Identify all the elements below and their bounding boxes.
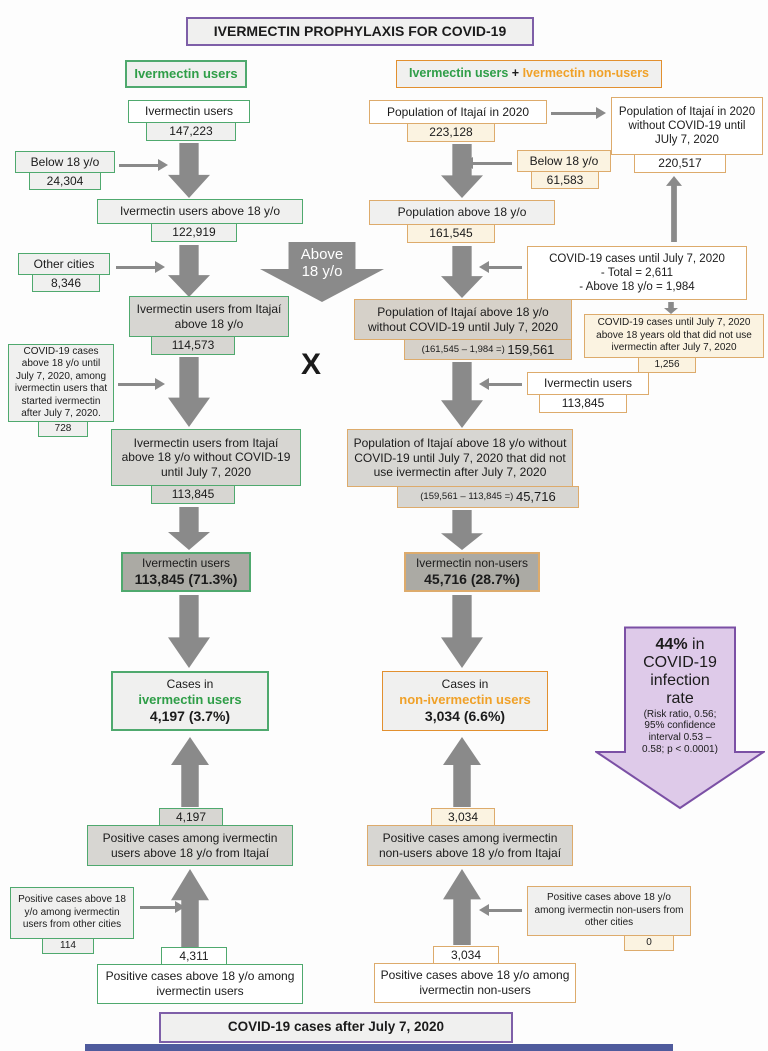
users-from-itajai-value: 114,573 [151, 336, 235, 355]
above-18-line1: Above [300, 246, 344, 263]
non-users-final-box [404, 552, 540, 592]
final-users-label: Ivermectin users [141, 556, 231, 571]
right-arrow [119, 164, 159, 167]
down-arrow [168, 507, 210, 550]
positive-other-cities-non-users-value: 0 [624, 935, 674, 951]
result-detail3: interval 0.53 – [648, 732, 712, 744]
cases-line2: ivermectin users [138, 691, 242, 707]
positive-other-cities-users-value: 114 [42, 938, 94, 954]
population-itajai-value: 223,128 [407, 123, 495, 142]
calc-text: (159,561 – 113,845 =) [420, 491, 516, 503]
left-arrow [472, 162, 512, 165]
below-18-value-left: 24,304 [29, 172, 101, 190]
covid-cases-line2: - Total = 2,611 [600, 266, 674, 279]
result-detail2: 95% confidence [644, 720, 716, 732]
population-above-18-value: 161,545 [407, 224, 495, 243]
ivermectin-users-box: Ivermectin users [128, 100, 250, 123]
positive-itajai-non-users-box: Positive cases among ivermectin non-users above 18 y/o from Itajaí [367, 825, 573, 866]
right-arrow [551, 112, 597, 115]
population-above-18-box: Population above 18 y/o [369, 200, 555, 225]
final-users-value: 113,845 (71.3%) [134, 570, 238, 587]
calc-text: (161,545 – 1,984 =) [421, 343, 508, 355]
started-after-box: COVID-19 cases above 18 y/o until July 7, 2020, among ivermectin users that started ivermectin after July 7, 2020. [8, 344, 114, 422]
positive-other-cities-users-box: Positive cases above 18 y/o among ivermectin users from other cities [10, 887, 134, 939]
thin-up-arrow [666, 176, 682, 242]
positive-itajai-users-value: 4,197 [159, 808, 223, 826]
cases-line1: Cases in [166, 677, 214, 692]
bottom-bar [85, 1044, 673, 1051]
down-arrow [168, 357, 210, 427]
positive-other-cities-non-users-box: Positive cases above 18 y/o among ivermectin non-users from other cities [527, 886, 691, 936]
population-itajai-box: Population of Itajaí in 2020 [369, 100, 547, 124]
calc-value: 159,561 [507, 341, 555, 357]
started-after-value: 728 [38, 421, 88, 437]
final-non-users-value: 45,716 (28.7%) [424, 570, 520, 587]
users-above-18-value: 122,919 [151, 223, 237, 242]
positive-all-users-value: 4,311 [161, 947, 227, 965]
covid-cases-line1: COVID-19 cases until July 7, 2020 [549, 252, 725, 265]
covid-no-ivermectin-box: COVID-19 cases until July 7, 2020 above 18 years old that did not use ivermectin after July 7, 2020 [584, 314, 764, 358]
right-column-header [396, 60, 662, 88]
cases-value: 3,034 (6.6%) [424, 707, 506, 724]
up-arrow [443, 869, 481, 945]
right-arrow [140, 906, 176, 909]
pop-non-users-value [397, 486, 579, 508]
down-arrow [168, 595, 210, 668]
pop-no-covid-18-value [404, 339, 572, 360]
result-pct-rest: in [687, 636, 705, 653]
population-no-covid-value: 220,517 [634, 154, 726, 173]
ivermectin-users-final-box [121, 552, 251, 592]
ivermectin-users-value: 147,223 [146, 122, 236, 141]
users-no-covid-value: 113,845 [151, 485, 235, 504]
covid-cases-line3: - Above 18 y/o = 1,984 [579, 281, 695, 293]
right-header-plus: + [508, 66, 523, 81]
result-detail [597, 709, 763, 756]
multiplication-x: X [300, 348, 321, 381]
result-line1 [597, 636, 763, 654]
small-down-arrow [664, 302, 678, 314]
down-arrow [441, 144, 483, 198]
cases-line1: Cases in [441, 677, 489, 692]
below-18-value-right: 61,583 [531, 171, 599, 189]
covid-no-ivermectin-value: 1,256 [638, 357, 696, 373]
left-arrow [488, 909, 522, 912]
users-from-itajai-box: Ivermectin users from Itajaí above 18 y/o [129, 296, 289, 337]
final-non-users-label: Ivermectin non-users [415, 556, 529, 571]
other-cities-box: Other cities [18, 253, 110, 275]
positive-itajai-users-box: Positive cases among ivermectin users above 18 y/o from Itajaí [87, 825, 293, 866]
positive-itajai-non-users-value: 3,034 [431, 808, 495, 826]
right-arrow [118, 383, 156, 386]
right-arrow [116, 266, 156, 269]
down-arrow [441, 595, 483, 668]
left-arrow [488, 266, 522, 269]
up-arrow [171, 737, 209, 807]
ivermectin-users-side-value: 113,845 [539, 394, 627, 413]
result-pct: 44% [655, 636, 688, 653]
positive-all-non-users-value: 3,034 [433, 946, 499, 964]
result-arrow-text [597, 636, 763, 756]
left-column-header: Ivermectin users [125, 60, 247, 88]
other-cities-value: 8,346 [32, 274, 100, 292]
right-header-users: Ivermectin users [408, 66, 509, 81]
below-18-box-left: Below 18 y/o [15, 151, 115, 173]
result-detail4: 0.58; p < 0.0001) [642, 744, 718, 756]
result-line2: COVID-19 [643, 653, 717, 671]
users-no-covid-box: Ivermectin users from Itajaí above 18 y/o without COVID-19 until July 7, 2020 [111, 429, 301, 486]
above-18-line2: 18 y/o [301, 263, 343, 281]
up-arrow [443, 737, 481, 807]
down-arrow [168, 143, 210, 198]
ivermectin-users-side-box: Ivermectin users [527, 372, 649, 395]
pop-non-users-box: Population of Itajaí above 18 y/o without COVID-19 until July 7, 2020 that did not use ivermectin after July 7, 2020 [347, 429, 573, 487]
positive-all-users-box: Positive cases above 18 y/o among ivermectin users [97, 964, 303, 1004]
footer-title: COVID-19 cases after July 7, 2020 [159, 1012, 513, 1043]
positive-all-non-users-box: Positive cases above 18 y/o among ivermectin non-users [374, 963, 576, 1003]
users-above-18-box: Ivermectin users above 18 y/o [97, 199, 303, 224]
down-arrow [168, 245, 210, 297]
cases-non-users-box [382, 671, 548, 731]
down-arrow [441, 246, 483, 298]
down-arrow [441, 510, 483, 550]
covid-cases-until-july-box [527, 246, 747, 300]
above-18-arrow-label [260, 246, 384, 281]
right-header-nonusers: Ivermectin non-users [522, 66, 650, 81]
result-detail1: (Risk ratio, 0.56; [643, 708, 717, 720]
diagram-title: IVERMECTIN PROPHYLAXIS FOR COVID-19 [186, 17, 534, 46]
below-18-box-right: Below 18 y/o [517, 150, 611, 172]
down-arrow [441, 362, 483, 428]
cases-value: 4,197 (3.7%) [149, 707, 231, 724]
population-no-covid-box: Population of Itajaí in 2020 without COVID-19 until JUly 7, 2020 [611, 97, 763, 155]
calc-value: 45,716 [515, 489, 556, 505]
pop-no-covid-18-box: Population of Itajaí above 18 y/o without COVID-19 until July 7, 2020 [354, 299, 572, 340]
left-arrow [488, 383, 522, 386]
result-line3: infection [650, 671, 710, 689]
result-line4: rate [666, 689, 694, 707]
cases-line2: non-ivermectin users [399, 691, 531, 707]
cases-ivermectin-users-box [111, 671, 269, 731]
